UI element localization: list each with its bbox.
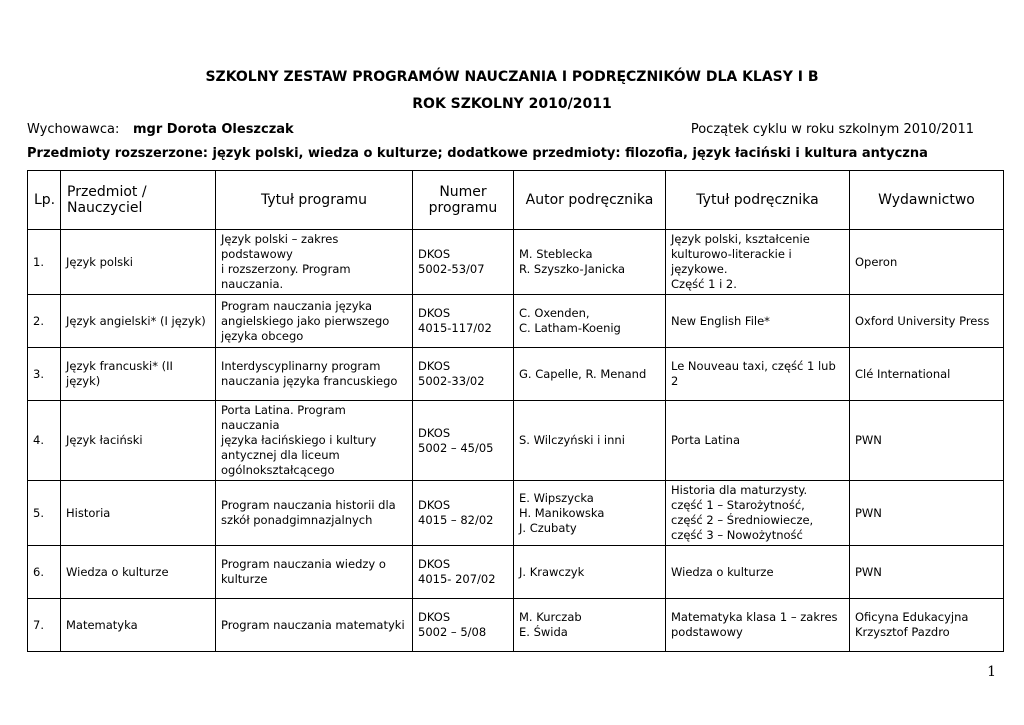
- curriculum-table: [27, 170, 1004, 652]
- cell-author: J. Krawczyk: [514, 546, 666, 599]
- cell-publisher: Oxford University Press: [850, 295, 1004, 348]
- table-row: [28, 481, 1004, 546]
- cell-author: M. Kurczab E. Świda: [514, 599, 666, 652]
- cell-lp: 5.: [28, 481, 61, 546]
- teacher-name: mgr Dorota Oleszczak: [133, 122, 294, 137]
- column-header-lp: Lp.: [28, 171, 61, 230]
- cell-lp: 7.: [28, 599, 61, 652]
- cell-author: G. Capelle, R. Menand: [514, 348, 666, 401]
- cell-author: S. Wilczyński i inni: [514, 401, 666, 481]
- table-row: [28, 546, 1004, 599]
- cell-publisher: PWN: [850, 401, 1004, 481]
- cell-lp: 1.: [28, 230, 61, 295]
- cell-subject: Historia: [61, 481, 216, 546]
- cell-subject: Język angielski* (I język): [61, 295, 216, 348]
- cell-publisher: Clé International: [850, 348, 1004, 401]
- cell-book: Historia dla maturzysty. część 1 – Starożytność, część 2 – Średniowiecze, część 3 – Nowożytność: [666, 481, 850, 546]
- cycle-start: Początek cyklu w roku szkolnym 2010/2011: [690, 122, 974, 137]
- cell-number: DKOS 5002 – 5/08: [413, 599, 514, 652]
- table-row: [28, 230, 1004, 295]
- cell-program: Program nauczania języka angielskiego jako pierwszego języka obcego: [216, 295, 413, 348]
- cell-subject: Wiedza o kulturze: [61, 546, 216, 599]
- cell-program: Interdyscyplinarny program nauczania języka francuskiego: [216, 348, 413, 401]
- cell-subject: Język francuski* (II język): [61, 348, 216, 401]
- column-header-program: Tytuł programu: [216, 171, 413, 230]
- column-header-book: Tytuł podręcznika: [666, 171, 850, 230]
- cell-author: M. Steblecka R. Szyszko-Janicka: [514, 230, 666, 295]
- school-year-title: ROK SZKOLNY 2010/2011: [412, 96, 612, 112]
- cell-book: Matematyka klasa 1 – zakres podstawowy: [666, 599, 850, 652]
- cell-publisher: Operon: [850, 230, 1004, 295]
- cell-lp: 4.: [28, 401, 61, 481]
- extended-subjects-line: Przedmioty rozszerzone: język polski, wiedza o kulturze; dodatkowe przedmioty: filozofia, język łaciński i kultura antyczna: [27, 146, 928, 161]
- cell-program: Program nauczania matematyki: [216, 599, 413, 652]
- cell-subject: Język polski: [61, 230, 216, 295]
- cell-subject: Matematyka: [61, 599, 216, 652]
- table-row: [28, 599, 1004, 652]
- table-row: [28, 295, 1004, 348]
- cell-number: DKOS 5002 – 45/05: [413, 401, 514, 481]
- column-header-publisher: Wydawnictwo: [850, 171, 1004, 230]
- cell-publisher: PWN: [850, 481, 1004, 546]
- cell-number: DKOS 4015- 207/02: [413, 546, 514, 599]
- cell-lp: 2.: [28, 295, 61, 348]
- teacher-label: Wychowawca:: [27, 122, 120, 137]
- cell-publisher: PWN: [850, 546, 1004, 599]
- cell-number: DKOS 4015-117/02: [413, 295, 514, 348]
- column-header-number: Numer programu: [413, 171, 514, 230]
- table-header-row: [28, 171, 1004, 230]
- table-row: [28, 401, 1004, 481]
- cell-number: DKOS 5002-33/02: [413, 348, 514, 401]
- cell-author: E. Wipszycka H. Manikowska J. Czubaty: [514, 481, 666, 546]
- page-number: 1: [987, 664, 996, 680]
- cell-publisher: Oficyna Edukacyjna Krzysztof Pazdro: [850, 599, 1004, 652]
- cell-program: Program nauczania wiedzy o kulturze: [216, 546, 413, 599]
- column-header-author: Autor podręcznika: [514, 171, 666, 230]
- cell-subject: Język łaciński: [61, 401, 216, 481]
- cell-program: Program nauczania historii dla szkół ponadgimnazjalnych: [216, 481, 413, 546]
- cell-program: Porta Latina. Program nauczania języka łacińskiego i kultury antycznej dla liceum ogólnokształcącego: [216, 401, 413, 481]
- cell-program: Język polski – zakres podstawowy i rozszerzony. Program nauczania.: [216, 230, 413, 295]
- cell-book: Le Nouveau taxi, część 1 lub 2: [666, 348, 850, 401]
- cell-book: New English File*: [666, 295, 850, 348]
- table-row: [28, 348, 1004, 401]
- cell-lp: 3.: [28, 348, 61, 401]
- cell-book: Wiedza o kulturze: [666, 546, 850, 599]
- cell-author: C. Oxenden, C. Latham-Koenig: [514, 295, 666, 348]
- cell-lp: 6.: [28, 546, 61, 599]
- cell-book: Porta Latina: [666, 401, 850, 481]
- cell-book: Język polski, kształcenie kulturowo-literackie i językowe. Część 1 i 2.: [666, 230, 850, 295]
- cell-number: DKOS 5002-53/07: [413, 230, 514, 295]
- column-header-subject: Przedmiot / Nauczyciel: [61, 171, 216, 230]
- cell-number: DKOS 4015 – 82/02: [413, 481, 514, 546]
- document-title: SZKOLNY ZESTAW PROGRAMÓW NAUCZANIA I PODRĘCZNIKÓW DLA KLASY I B: [205, 69, 819, 85]
